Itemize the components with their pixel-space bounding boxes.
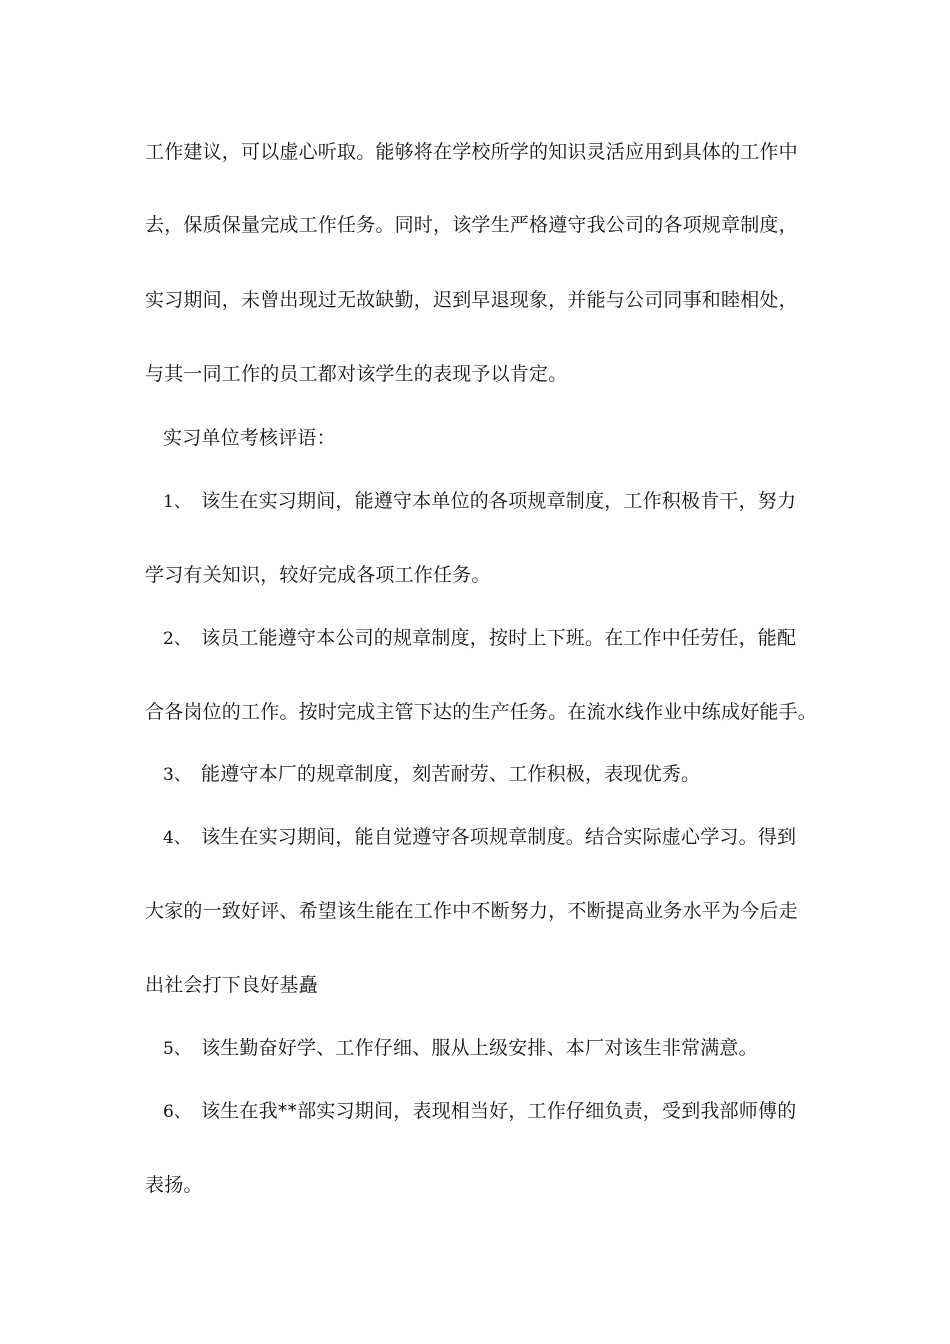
item-continuation: 大家的一致好评、希望该生能在工作中不断努力，不断提高业务水平为今后走 (145, 900, 798, 922)
item-text: 该生在实习期间，能自觉遵守各项规章制度。结合实际虚心学习。得到 (201, 826, 797, 848)
item-number: 2、 (163, 629, 192, 649)
list-item (163, 825, 813, 850)
item-text: 该员工能遵守本公司的规章制度，按时上下班。在工作中任劳任，能配 (201, 627, 797, 649)
paragraph-line: 去，保质保量完成工作任务。同时，该学生严格遵守我公司的各项规章制度， (145, 214, 798, 236)
item-continuation: 表扬。 (145, 1174, 203, 1196)
item-number: 6、 (163, 1102, 192, 1122)
item-number: 3、 (163, 765, 192, 785)
paragraph-line: 与其一同工作的员工都对该学生的表现予以肯定。 (145, 363, 568, 385)
item-continuation: 学习有关知识，较好完成各项工作任务。 (145, 564, 491, 586)
section-heading: 实习单位考核评语： (163, 427, 336, 449)
item-number: 5、 (163, 1039, 192, 1059)
item-text: 能遵守本厂的规章制度，刻苦耐劳、工作积极，表现优秀。 (201, 763, 701, 785)
item-continuation: 出社会打下良好基矗 (145, 974, 318, 996)
item-continuation: 合各岗位的工作。按时完成主管下达的生产任务。在流水线作业中练成好能手。 (145, 701, 818, 723)
list-item (163, 1036, 813, 1061)
item-text: 该生勤奋好学、工作仔细、服从上级安排、本厂对该生非常满意。 (201, 1037, 758, 1059)
item-text: 该生在我**部实习期间，表现相当好，工作仔细负责，受到我部师傅的 (201, 1100, 797, 1122)
list-item (163, 1099, 813, 1124)
paragraph-line: 实习期间，未曾出现过无故缺勤，迟到早退现象，并能与公司同事和睦相处， (145, 289, 798, 311)
item-text: 该生在实习期间，能遵守本单位的各项规章制度，工作积极肯干，努力 (201, 490, 797, 512)
item-number: 1、 (163, 492, 192, 512)
item-number: 4、 (163, 828, 192, 848)
list-item (163, 626, 813, 651)
list-item (163, 762, 813, 787)
paragraph-line: 工作建议，可以虚心听取。能够将在学校所学的知识灵活应用到具体的工作中 (145, 141, 798, 163)
list-item (163, 489, 813, 514)
